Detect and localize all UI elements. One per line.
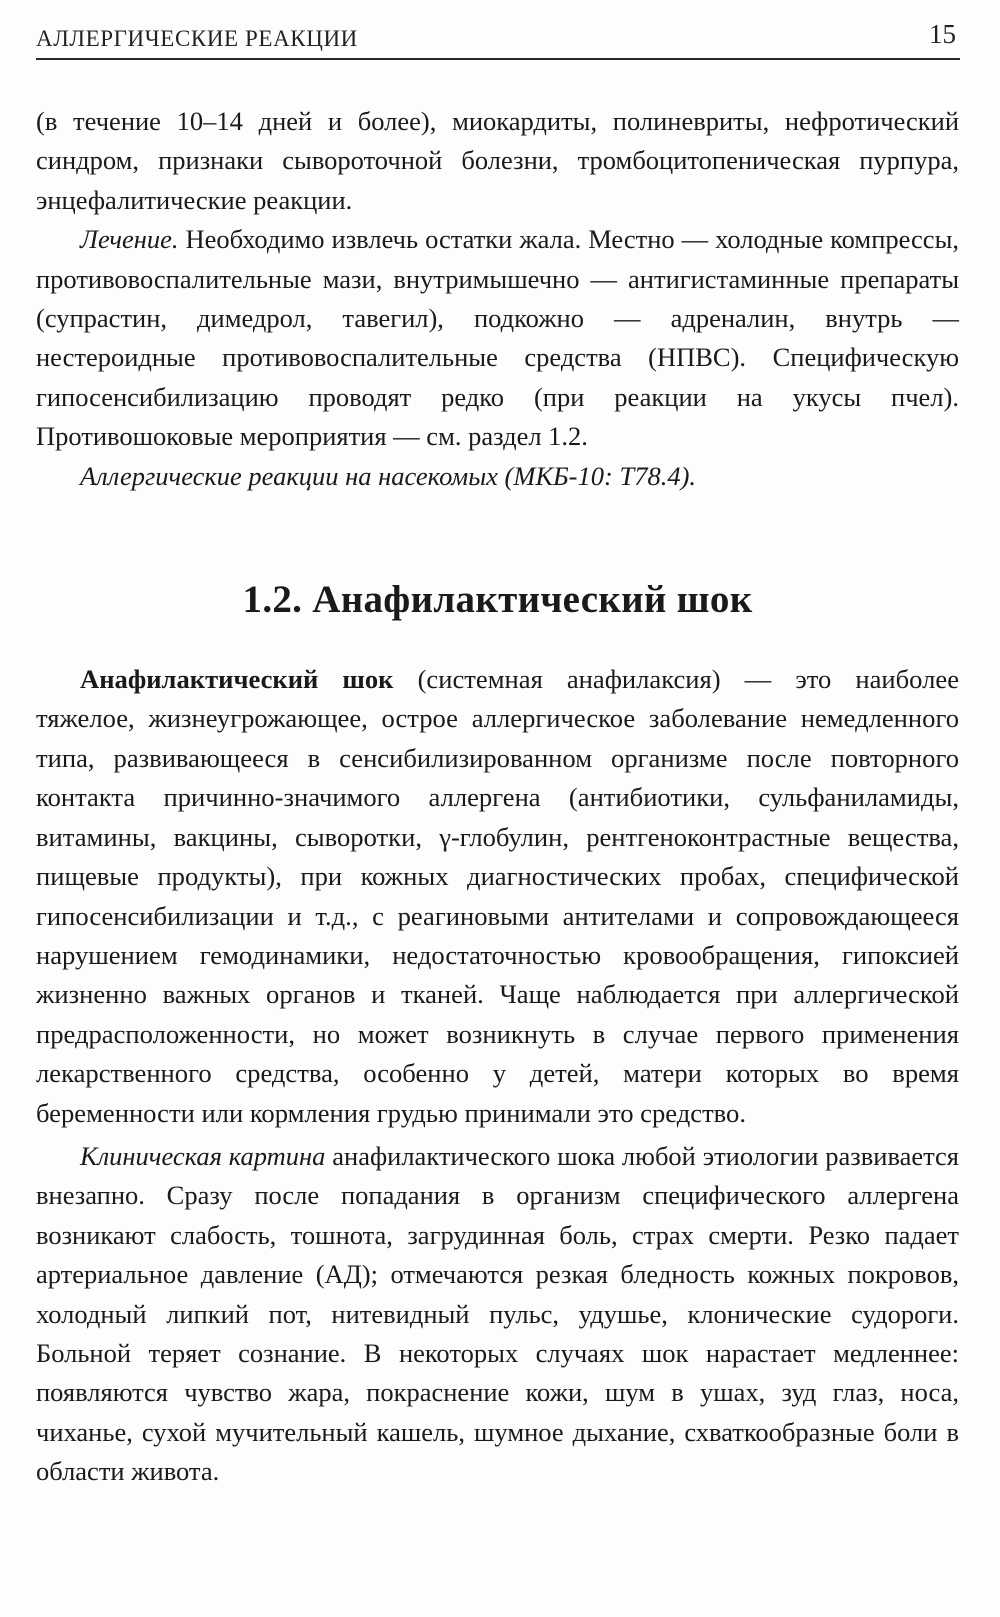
treatment-text: Необходимо извлечь остатки жала. Местно — холодные компрессы, противовоспалительные мази, внутримышечно — антигистаминные препараты (супрастин, димедрол, тавегил), подкожно — адреналин, внутрь — нестероидные противовоспалительные средства (НПВС). Специфическую гипосенсибилизацию проводят редко (при реакции на укусы пчел). Противошоковые мероприятия — см. раздел 1.2. [36, 224, 959, 452]
treatment-lead: Лечение. [80, 224, 179, 255]
clinical-picture-lead: Клиническая картина [80, 1140, 326, 1171]
definition-text: (системная анафилаксия) — это наиболее тяжелое, жизнеугрожающее, острое аллергическое заболевание немедленного типа, развивающееся в сенсибилизированном организме после повторного контакта причинно-значимого аллергена (антибиотики, сульфаниламиды, витамины, вакцины, сыворотки, γ-глобулин, рентгеноконтрастные вещества, пищевые продукты), при кожных диагностических пробах, специфической гипосенсибилизации и т.д., с реагиновыми антителами и сопровождающееся нарушением гемодинамики, недостаточностью кровообращения, гипоксией жизненно важных органов и тканей. Чаще наблюдается при аллергической предрасположенности, но может возникнуть в случае первого применения лекарственного средства, особенно у детей, матери которых во время беременности или кормления грудью принимали это средство. [36, 664, 960, 1128]
paragraph-treatment [36, 220, 959, 456]
paragraph-clinical-picture [36, 1137, 959, 1492]
section-heading: 1.2. Анафилактический шок [242, 578, 753, 622]
running-header [36, 18, 960, 60]
definition-term: Анафилактический шок [80, 664, 394, 695]
paragraph-continuation: (в течение 10–14 дней и более), миокардиты, полиневриты, нефротический синдром, признаки сывороточной болезни, тромбоцитопеническая пурпура, энцефалитические реакции. [36, 106, 959, 215]
running-title: АЛЛЕРГИЧЕСКИЕ РЕАКЦИИ [36, 26, 358, 51]
page-number: 15 [929, 19, 956, 49]
clinical-picture-text: анафилактического шока любой этиологии развивается внезапно. Сразу после попадания в организм специфического аллергена возникают слабость, тошнота, загрудинная боль, страх смерти. Резко падает артериальное давление (АД); отмечаются резкая бледность кожных покровов, холодный липкий пот, нитевидный пульс, удушье, клонические судороги. Больной теряет сознание. В некоторых случаях шок нарастает медленнее: появляются чувство жара, покраснение кожи, шум в ушах, зуд глаз, носа, чиханье, сухой мучительный кашель, шумное дыхание, схваткообразные боли в области живота. [36, 1140, 959, 1487]
body-text [36, 102, 959, 1492]
paragraph-definition [36, 660, 959, 1133]
paragraph-icd-code: Аллергические реакции на насекомых (МКБ-10: Т78.4). [80, 460, 697, 491]
